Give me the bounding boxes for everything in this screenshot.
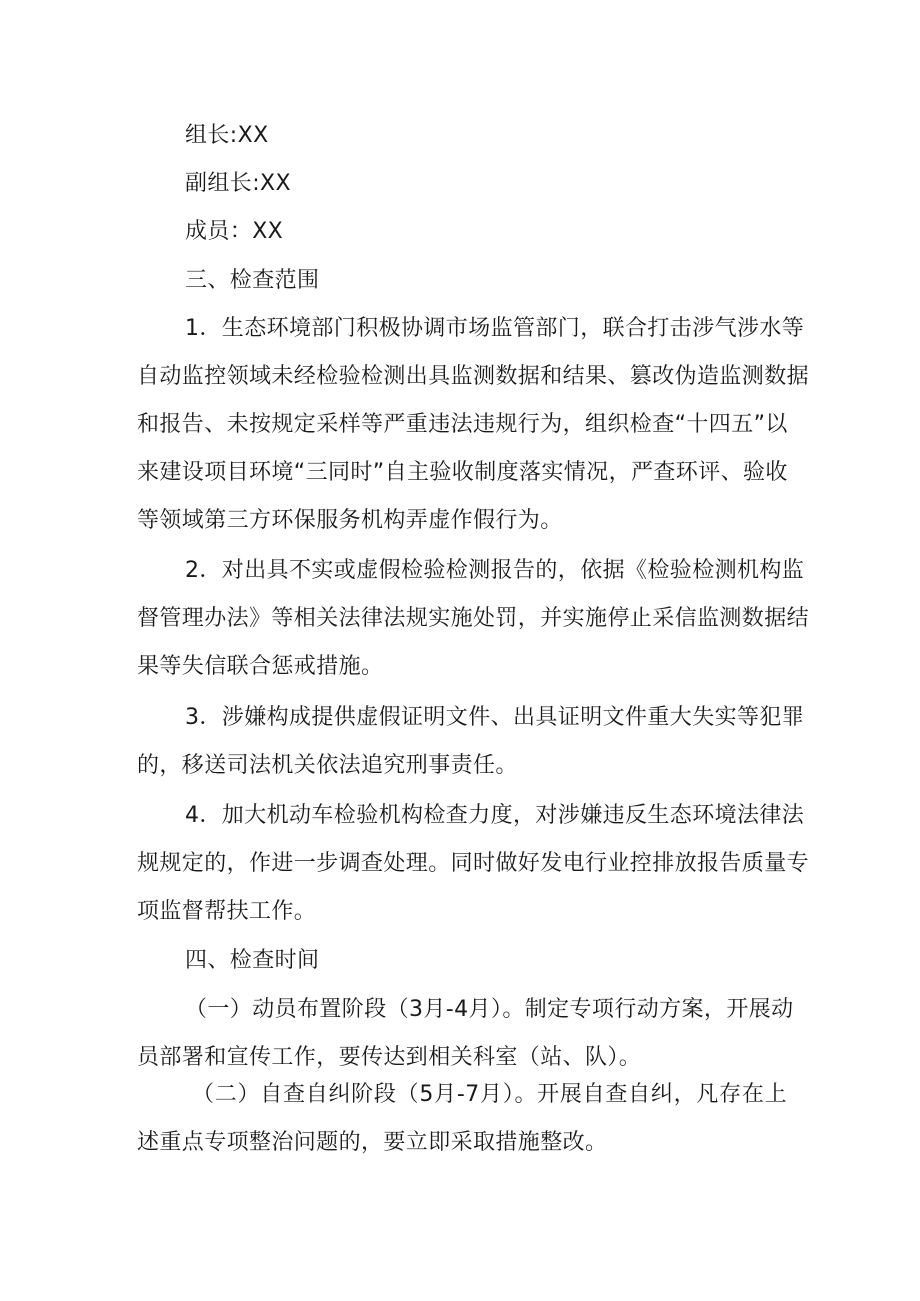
stage2-line1: （二）自查自纠阶段（5月-7月）。开展自查自纠，凡存在上 xyxy=(192,1082,787,1107)
item1-line1: 1．生态环境部门积极协调市场监管部门，联合打击涉气涉水等 xyxy=(185,316,805,341)
section4-heading: 四、检查时间 xyxy=(185,948,320,973)
item4-line1: 4．加大机动车检验机构检查力度，对涉嫌违反生态环境法律法 xyxy=(185,803,805,828)
stage1-line1: （一）动员布置阶段（3月-4月）。制定专项行动方案，开展动 xyxy=(185,997,794,1022)
item2-line3: 果等失信联合惩戒措施。 xyxy=(137,654,384,679)
leader-line: 组长:XX xyxy=(185,123,269,148)
item3-line2: 的，移送司法机关依法追究刑事责任。 xyxy=(137,753,518,778)
item2-line1: 2．对出具不实或虚假检验检测报告的，依据《检验检测机构监 xyxy=(185,558,805,583)
stage2-line2: 述重点专项整治问题的，要立即采取措施整改。 xyxy=(137,1130,608,1155)
item1-line4: 来建设项目环境“三同时”自主验收制度落实情况，严查环评、验收 xyxy=(137,460,788,485)
item4-line2: 规规定的，作进一步调查处理。同时做好发电行业控排放报告质量专 xyxy=(137,851,810,876)
section3-heading: 三、检查范围 xyxy=(185,268,320,293)
item3-line1: 3．涉嫌构成提供虚假证明文件、出具证明文件重大失实等犯罪 xyxy=(185,705,805,730)
item2-line2: 督管理办法》等相关法律法规实施处罚，并实施停止采信监测数据结 xyxy=(137,606,810,631)
members-line: 成员：XX xyxy=(185,219,284,244)
item4-line3: 项监督帮扶工作。 xyxy=(137,899,317,924)
item1-line5: 等领域第三方环保服务机构弄虚作假行为。 xyxy=(137,508,563,533)
item1-line2: 自动监控领域未经检验检测出具监测数据和结果、篡改伪造监测数据 xyxy=(137,364,810,389)
stage1-line2: 员部署和宣传工作，要传达到相关科室（站、队）。 xyxy=(137,1045,642,1070)
item1-line3: 和报告、未按规定采样等严重违法违规行为，组织检查“十四五”以 xyxy=(137,412,788,437)
deputy-leader-line: 副组长:XX xyxy=(185,171,291,196)
